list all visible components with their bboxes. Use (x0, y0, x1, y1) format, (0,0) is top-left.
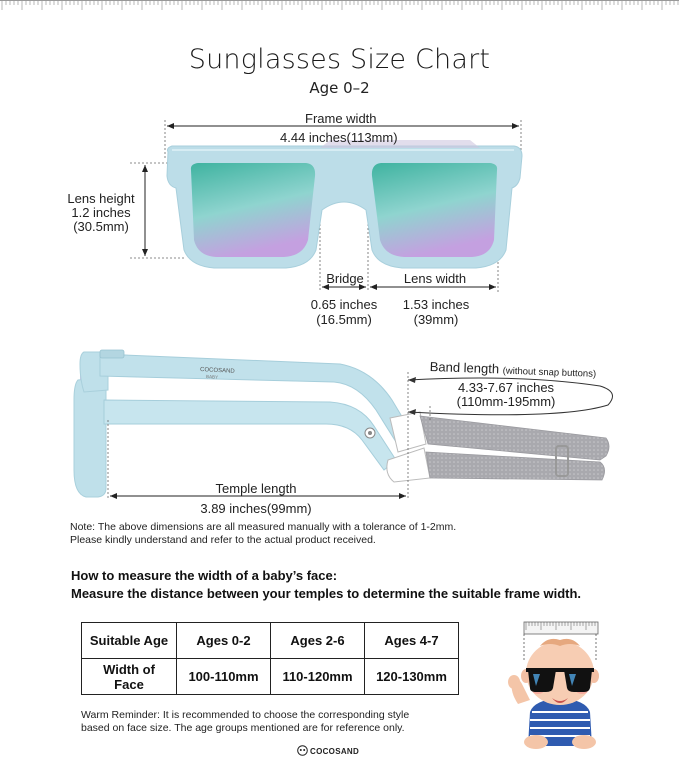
table-header-cell: Ages 2-6 (271, 623, 365, 659)
howto-instruction: Measure the distance between your temples to determine the suitable frame width. (71, 586, 582, 601)
lens-height-label: Lens height (67, 191, 135, 206)
table-header-cell: Suitable Age (82, 623, 177, 659)
band-length-title: Band length (429, 359, 500, 377)
band-length-note: (without snap buttons) (502, 365, 597, 380)
reminder-line-1: Warm Reminder: It is recommended to choose the corresponding style (81, 709, 410, 721)
bridge-mm: (16.5mm) (316, 312, 372, 327)
footer-brand: COCOSAND (310, 747, 360, 756)
lens-width-mm: (39mm) (413, 312, 459, 327)
lens-height-inches: 1.2 inches (71, 205, 131, 220)
note-line-2: Please kindly understand and refer to the actual product received. (70, 534, 376, 546)
band-length-inches: 4.33-7.67 inches (457, 380, 555, 395)
page-subtitle: Age 0–2 (309, 79, 370, 97)
lens-width-label: Lens width (403, 271, 467, 286)
temple-length-value: 3.89 inches(99mm) (200, 501, 312, 516)
bridge-label: Bridge (326, 271, 364, 286)
howto-heading: How to measure the width of a baby’s face: (71, 568, 338, 583)
note-line-1: Note: The above dimensions are all measured manually with a tolerance of 1-2mm. (70, 521, 457, 533)
lens-width-inches: 1.53 inches (402, 297, 470, 312)
baby-illustration (508, 622, 599, 749)
measurement-note (70, 521, 456, 547)
brand-logo-icon (297, 745, 308, 756)
table-cell: Width of Face (82, 659, 177, 695)
temple-sub-text: BABY (205, 374, 219, 380)
temple-length-label: Temple length (215, 481, 297, 496)
table-cell: 110-120mm (271, 659, 365, 695)
temple-brand-text: COCOSAND (199, 367, 235, 375)
size-table (81, 622, 459, 695)
frame-width-value: 4.44 inches(113mm) (280, 130, 398, 145)
bridge-inches: 0.65 inches (310, 297, 378, 312)
table-cell: 120-130mm (365, 659, 459, 695)
table-row (82, 659, 459, 695)
lens-height-mm: (30.5mm) (73, 219, 129, 234)
band-length-mm: (110mm-195mm) (456, 394, 556, 409)
frame-width-label: Frame width (305, 111, 377, 126)
front-view-glasses (130, 120, 522, 292)
page-title: Sunglasses Size Chart (188, 44, 491, 75)
reminder-line-2: based on face size. The age groups mentioned are for reference only. (81, 722, 405, 734)
table-cell: 100-110mm (177, 659, 271, 695)
table-header-cell: Ages 4-7 (365, 623, 459, 659)
warm-reminder (81, 709, 409, 735)
table-header-cell: Ages 0-2 (177, 623, 271, 659)
table-row (82, 623, 459, 659)
